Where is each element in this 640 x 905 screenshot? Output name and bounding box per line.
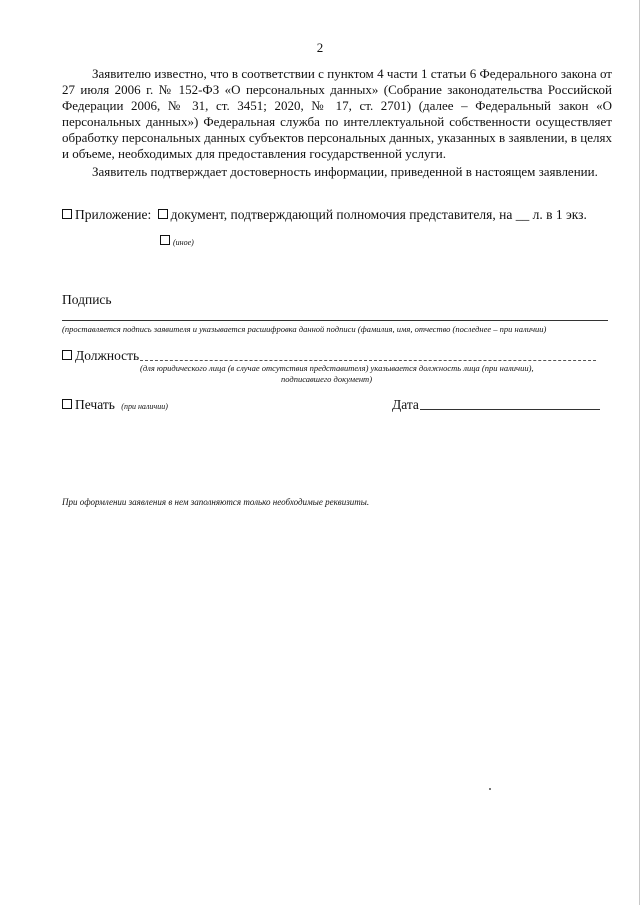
position-checkbox[interactable] xyxy=(62,350,72,360)
position-line[interactable] xyxy=(140,360,596,361)
attachment-document-text: документ, подтверждающий полномочия представителя, на __ л. в 1 экз. xyxy=(170,207,587,222)
attachment-document-checkbox[interactable] xyxy=(158,209,168,219)
stamp-note: (при наличии) xyxy=(121,402,168,411)
date-label: Дата xyxy=(392,397,419,412)
attachment-other-label: (иное) xyxy=(173,238,194,247)
attachment-checkbox[interactable] xyxy=(62,209,72,219)
date-line[interactable] xyxy=(420,409,600,410)
page-number: 2 xyxy=(316,40,324,55)
position-label: Должность xyxy=(75,348,140,363)
footer-note: При оформлении заявления в нем заполняются только необходимые реквизиты. xyxy=(62,497,370,507)
position-caption-line2: подписавшего документ) xyxy=(281,374,373,384)
stamp-checkbox[interactable] xyxy=(62,399,72,409)
attachment-other-row xyxy=(160,233,194,249)
stamp-row xyxy=(62,397,168,413)
attachment-label: Приложение: xyxy=(75,207,152,222)
confirmation-paragraph: Заявитель подтверждает достоверность информации, приведенной в настоящем заявлении. xyxy=(92,164,598,179)
signature-line[interactable] xyxy=(62,320,608,321)
stamp-label: Печать xyxy=(75,397,115,412)
attachment-other-checkbox[interactable] xyxy=(160,235,170,245)
position-row xyxy=(62,348,139,364)
position-caption-line1: (для юридического лица (в случае отсутствия представителя) указывается должность лица (при наличии), xyxy=(140,363,534,373)
scan-speck xyxy=(489,788,491,790)
consent-paragraph: Заявителю известно, что в соответствии с пунктом 4 части 1 статьи 6 Федерального закона от 27 июля 2006 г. № 152-ФЗ «О персональных данных» (Собрание законодательства Российской Федерации 2006, № 31, ст. 3451; 2020, № 17, ст. 2701) (далее – Федеральный закон «О персональных данных») Федеральная служба по интеллектуальной собственности осуществляет обработку персональных данных субъектов персональных данных, указанных в заявлении, в целях и объеме, необходимых для предоставления государственной услуги. xyxy=(62,66,612,161)
attachment-row xyxy=(62,207,587,223)
signature-caption: (проставляется подпись заявителя и указывается расшифровка данной подписи (фамилия, имя, отчество (последнее – при наличии) xyxy=(62,324,547,334)
signature-label: Подпись xyxy=(62,292,112,307)
